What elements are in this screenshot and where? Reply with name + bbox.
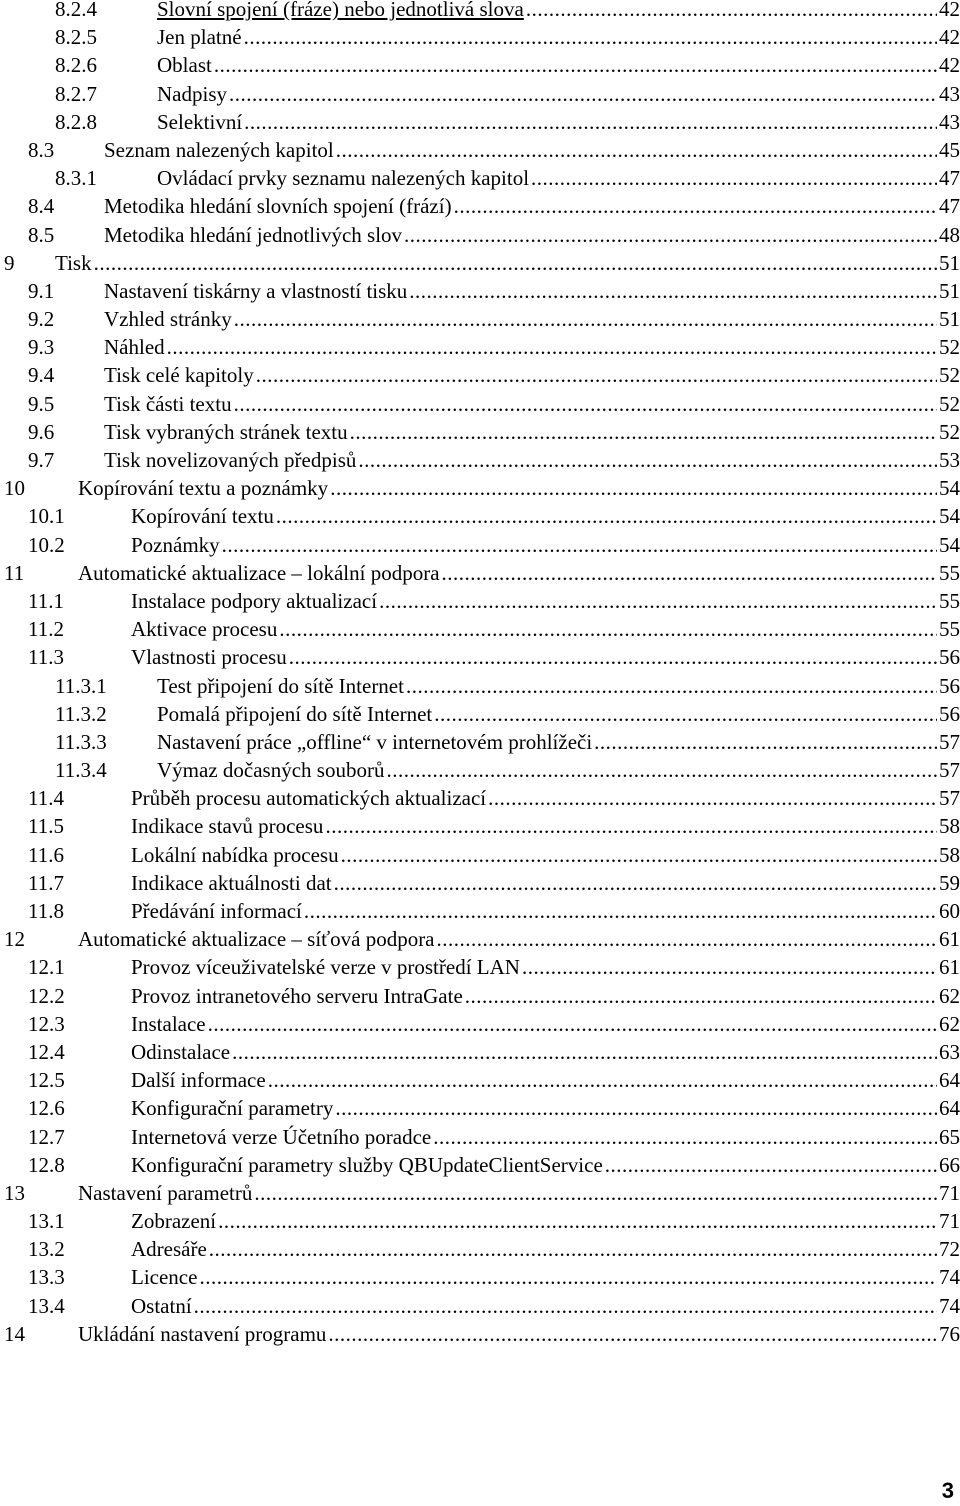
toc-entry-number: 11.3	[28, 645, 64, 670]
toc-entry-line	[157, 80, 960, 108]
toc-entry-number: 11.3.3	[55, 729, 107, 754]
toc-entry-number: 11.7	[28, 870, 64, 895]
toc-entry-line	[104, 333, 960, 361]
toc-entry[interactable]	[0, 474, 960, 502]
toc-entry-number: 14	[4, 1321, 25, 1346]
toc-entry[interactable]	[0, 1038, 960, 1066]
toc-entry-page[interactable]: 54	[939, 476, 960, 501]
toc-entry-title[interactable]: Tisk celé kapitoly	[104, 363, 254, 388]
toc-entry-title[interactable]: Ukládání nastavení programu	[78, 1321, 327, 1346]
toc-entry-page[interactable]: 56	[939, 701, 960, 726]
toc-entry[interactable]	[0, 531, 960, 559]
toc-entry-number: 8.4	[28, 194, 55, 219]
toc-entry-page[interactable]: 71	[939, 1180, 960, 1205]
toc-entry[interactable]	[0, 869, 960, 897]
toc-entry-page[interactable]: 59	[939, 870, 960, 895]
toc-entry-page[interactable]: 42	[939, 53, 960, 78]
toc-entry-line	[131, 1094, 960, 1122]
toc-entry-title[interactable]: Internetová verze Účetního poradce	[131, 1124, 432, 1149]
toc-entry-line	[104, 446, 960, 474]
toc-entry-line	[157, 108, 960, 136]
toc-entry-line	[131, 1038, 960, 1066]
toc-entry-page[interactable]: 56	[939, 673, 960, 698]
toc-entry[interactable]	[0, 643, 960, 671]
toc-entry-page[interactable]: 42	[939, 0, 960, 21]
toc-entry-title[interactable]: Instalace podpory aktualizací	[131, 588, 378, 613]
toc-dot-leader	[442, 559, 937, 587]
toc-entry-line	[104, 361, 960, 389]
toc-dot-leader	[433, 1123, 937, 1151]
toc-entry-page[interactable]: 52	[939, 419, 960, 444]
toc-entry-number: 11.6	[28, 842, 64, 867]
toc-entry-title[interactable]: Adresáře	[131, 1237, 207, 1262]
toc-entry-number: 12.5	[28, 1068, 65, 1093]
toc-entry-page[interactable]: 60	[939, 899, 960, 923]
toc-entry[interactable]	[0, 502, 960, 530]
toc-dot-leader	[325, 812, 937, 840]
toc-entry-number: 9.5	[28, 391, 55, 416]
toc-entry-number: 13.4	[28, 1293, 65, 1318]
toc-dot-leader	[244, 108, 937, 136]
toc-entry-title[interactable]: Výmaz dočasných souborů	[157, 758, 385, 783]
toc-entry-number: 9	[4, 250, 15, 275]
toc-entry-page[interactable]: 47	[939, 166, 960, 191]
toc-entry-title[interactable]: Instalace	[131, 1011, 206, 1036]
toc-entry-line	[131, 897, 960, 925]
toc-entry-number: 8.5	[28, 222, 55, 247]
toc-dot-leader	[379, 587, 937, 615]
toc-entry-number: 11.3.2	[55, 701, 107, 726]
toc-dot-leader	[229, 80, 937, 108]
toc-entry-number: 12.4	[28, 1039, 65, 1064]
toc-entry-line	[104, 277, 960, 305]
toc-entry-title[interactable]: Oblast	[157, 53, 212, 78]
toc-entry-title[interactable]: Konfigurační parametry služby QBUpdateClientService	[131, 1152, 603, 1177]
toc-entry[interactable]	[0, 1263, 960, 1291]
toc-entry-number: 11.2	[28, 617, 64, 642]
toc-entry-line	[131, 1123, 960, 1151]
toc-entry[interactable]	[0, 221, 960, 249]
toc-entry[interactable]	[0, 1066, 960, 1094]
toc-entry-page[interactable]: 42	[939, 25, 960, 50]
toc-dot-leader	[330, 474, 937, 502]
toc-entry-line	[157, 23, 960, 51]
toc-entry[interactable]	[0, 80, 960, 108]
toc-dot-leader	[594, 728, 937, 756]
toc-entry-page[interactable]: 65	[939, 1124, 960, 1149]
toc-entry-number: 8.3	[28, 137, 55, 162]
toc-entry-title[interactable]: Nastavení práce „offline“ v internetovém prohlížeči	[157, 729, 593, 754]
toc-dot-leader	[334, 869, 937, 897]
toc-entry-line	[131, 1235, 960, 1263]
toc-entry-title[interactable]: Ostatní	[131, 1293, 192, 1318]
toc-entry-line	[131, 812, 960, 840]
toc-dot-leader	[404, 221, 937, 249]
toc-entry[interactable]	[0, 925, 960, 953]
toc-entry[interactable]	[0, 812, 960, 840]
toc-dot-leader	[209, 1235, 937, 1263]
toc-entry-page[interactable]: 52	[939, 363, 960, 388]
toc-entry[interactable]	[0, 277, 960, 305]
toc-dot-leader	[409, 277, 937, 305]
toc-dot-leader	[434, 700, 937, 728]
toc-entry-page[interactable]: 55	[939, 588, 960, 613]
toc-entry-title[interactable]: Nadpisy	[157, 81, 227, 106]
toc-dot-leader	[522, 953, 937, 981]
toc-entry-line	[131, 615, 960, 643]
toc-entry-title[interactable]: Odinstalace	[131, 1039, 231, 1064]
toc-entry[interactable]	[0, 1207, 960, 1235]
toc-entry-title[interactable]: Aktivace procesu	[131, 617, 278, 642]
toc-entry-title[interactable]: Tisk části textu	[104, 391, 232, 416]
toc-entry-title[interactable]: Lokální nabídka procesu	[131, 842, 339, 867]
toc-entry-line	[78, 474, 960, 502]
toc-entry-line	[131, 953, 960, 981]
toc-dot-leader	[276, 502, 937, 530]
toc-entry[interactable]	[0, 192, 960, 220]
toc-entry-line	[104, 390, 960, 418]
toc-dot-leader	[531, 164, 937, 192]
toc-entry-number: 8.3.1	[55, 166, 97, 191]
toc-entry-number: 9.7	[28, 448, 55, 472]
toc-entry-page[interactable]: 56	[939, 645, 960, 670]
toc-entry-page[interactable]: 43	[939, 81, 960, 106]
toc-entry-page[interactable]: 54	[939, 504, 960, 529]
toc-entry[interactable]	[0, 305, 960, 333]
toc-entry-page[interactable]: 52	[939, 391, 960, 416]
toc-entry-page[interactable]: 45	[939, 137, 960, 162]
toc-entry-title[interactable]: Indikace stavů procesu	[131, 814, 324, 839]
toc-entry-page[interactable]: 64	[939, 1096, 960, 1121]
toc-entry-number: 12.6	[28, 1096, 65, 1121]
toc-dot-leader	[244, 23, 937, 51]
toc-entry-title[interactable]: Tisk novelizovaných předpisů	[104, 448, 357, 472]
toc-entry-line	[131, 1151, 960, 1179]
toc-entry-page[interactable]: 47	[939, 194, 960, 219]
toc-entry-number: 11.5	[28, 814, 64, 839]
toc-entry-line	[157, 728, 960, 756]
toc-entry-number: 8.2.6	[55, 53, 97, 78]
toc-entry-number: 11.4	[28, 786, 64, 811]
toc-entry-title[interactable]: Průběh procesu automatických aktualizací	[131, 786, 487, 811]
toc-entry-number: 10	[4, 476, 25, 501]
toc-entry[interactable]	[0, 615, 960, 643]
toc-entry[interactable]	[0, 418, 960, 446]
toc-dot-leader	[488, 784, 937, 812]
toc-entry-number: 9.3	[28, 335, 55, 360]
toc-dot-leader	[218, 1207, 937, 1235]
toc-dot-leader	[358, 446, 937, 474]
toc-dot-leader	[304, 897, 937, 925]
toc-entry-line	[157, 0, 960, 23]
toc-dot-leader	[234, 305, 937, 333]
toc-entry[interactable]	[0, 841, 960, 869]
toc-entry-page[interactable]: 48	[939, 222, 960, 247]
toc-entry-line	[131, 784, 960, 812]
toc-entry-line	[131, 1066, 960, 1094]
toc-entry[interactable]	[0, 953, 960, 981]
toc-entry-title[interactable]: Poznámky	[131, 532, 220, 557]
toc-entry-page[interactable]: 62	[939, 1011, 960, 1036]
toc-entry-title[interactable]: Tisk vybraných stránek textu	[104, 419, 348, 444]
toc-entry-line	[157, 51, 960, 79]
toc-entry-number: 12.3	[28, 1011, 65, 1036]
toc-dot-leader	[254, 1179, 937, 1207]
toc-entry-title[interactable]: Automatické aktualizace – síťová podpora	[78, 927, 435, 952]
toc-entry-number: 8.2.8	[55, 109, 97, 134]
toc-entry-line	[131, 1292, 960, 1320]
toc-entry-line	[131, 841, 960, 869]
toc-entry-number: 13	[4, 1180, 25, 1205]
toc-dot-leader	[199, 1263, 937, 1291]
toc-entry[interactable]	[0, 51, 960, 79]
toc-dot-leader	[194, 1292, 937, 1320]
toc-entry-number: 12.7	[28, 1124, 65, 1149]
toc-entry-title[interactable]: Automatické aktualizace – lokální podpora	[78, 560, 440, 585]
toc-entry-page[interactable]: 63	[939, 1039, 960, 1064]
toc-entry-number: 11.8	[28, 899, 64, 923]
toc-dot-leader	[526, 0, 937, 23]
toc-entry-line	[104, 136, 960, 164]
toc-entry-line	[131, 1207, 960, 1235]
toc-entry-title[interactable]: Metodika hledání slovních spojení (frází)	[104, 194, 452, 219]
toc-entry[interactable]	[0, 249, 960, 277]
toc-entry-number: 12.1	[28, 955, 65, 980]
toc-entry-number: 9.4	[28, 363, 55, 388]
toc-entry[interactable]	[0, 559, 960, 587]
toc-entry-title[interactable]: Test připojení do sítě Internet	[157, 673, 404, 698]
toc-entry-number: 9.1	[28, 278, 55, 303]
toc-entry-line	[157, 164, 960, 192]
toc-entry-number: 11.3.4	[55, 758, 107, 783]
toc-entry-number: 9.6	[28, 419, 55, 444]
toc-entry-page[interactable]: 66	[939, 1152, 960, 1177]
toc-entry[interactable]	[0, 136, 960, 164]
toc-entry-title[interactable]: Provoz intranetového serveru IntraGate	[131, 983, 463, 1008]
toc-entry-page[interactable]: 55	[939, 617, 960, 642]
toc-entry-line	[131, 869, 960, 897]
toc-dot-leader	[279, 615, 937, 643]
toc-dot-leader	[234, 390, 937, 418]
toc-entry-title[interactable]: Kopírování textu	[131, 504, 274, 529]
toc-entry-page[interactable]: 51	[939, 278, 960, 303]
toc-dot-leader	[406, 672, 937, 700]
toc-dot-leader	[437, 925, 937, 953]
toc-entry-number: 11.3.1	[55, 673, 107, 698]
toc-entry-page[interactable]: 54	[939, 532, 960, 557]
toc-entry[interactable]	[0, 1179, 960, 1207]
toc-entry-line	[78, 1320, 960, 1348]
toc-entry-title[interactable]: Zobrazení	[131, 1209, 217, 1234]
toc-entry-page[interactable]: 51	[939, 250, 960, 275]
toc-entry[interactable]	[0, 982, 960, 1010]
toc-entry-page[interactable]: 62	[939, 983, 960, 1008]
toc-entry-line	[157, 700, 960, 728]
toc-dot-leader	[232, 1038, 937, 1066]
toc-entry[interactable]	[0, 164, 960, 192]
toc-entry[interactable]	[0, 390, 960, 418]
toc-entry-line	[131, 1263, 960, 1291]
toc-dot-leader	[268, 1066, 937, 1094]
toc-entry-page[interactable]: 43	[939, 109, 960, 134]
toc-entry[interactable]	[0, 333, 960, 361]
toc-entry-line	[78, 1179, 960, 1207]
toc-entry-number: 12.2	[28, 983, 65, 1008]
toc-entry-title[interactable]: Vzhled stránky	[104, 307, 232, 332]
toc-entry-title[interactable]: Metodika hledání jednotlivých slov	[104, 222, 403, 247]
toc-entry[interactable]	[0, 1010, 960, 1038]
toc-entry-line	[157, 756, 960, 784]
toc-entry-page[interactable]: 52	[939, 335, 960, 360]
toc-entry-page[interactable]: 58	[939, 842, 960, 867]
toc-entry[interactable]	[0, 756, 960, 784]
toc-entry[interactable]	[0, 361, 960, 389]
toc-entry[interactable]	[0, 672, 960, 700]
toc-entry-page[interactable]: 53	[939, 448, 960, 472]
toc-entry-page[interactable]: 55	[939, 560, 960, 585]
toc-dot-leader	[94, 249, 937, 277]
toc-dot-leader	[214, 51, 937, 79]
toc-entry-title[interactable]: Konfigurační parametry	[131, 1096, 334, 1121]
toc-entry-number: 10.2	[28, 532, 65, 557]
toc-entry-title[interactable]: Vlastnosti procesu	[131, 645, 287, 670]
toc-entry-title[interactable]: Kopírování textu a poznámky	[78, 476, 329, 501]
toc-dot-leader	[454, 192, 937, 220]
toc-entry[interactable]	[0, 1123, 960, 1151]
toc-entry-page[interactable]: 51	[939, 307, 960, 332]
toc-entry[interactable]	[0, 1235, 960, 1263]
toc-entry-line	[131, 531, 960, 559]
toc-entry[interactable]	[0, 700, 960, 728]
toc-entry-title[interactable]: Ovládací prvky seznamu nalezených kapitol	[157, 166, 530, 191]
toc-entry-number: 9.2	[28, 307, 55, 332]
toc-entry-number: 8.2.7	[55, 81, 97, 106]
toc-entry-page[interactable]: 58	[939, 814, 960, 839]
toc-dot-leader	[605, 1151, 937, 1179]
toc-entry[interactable]	[0, 784, 960, 812]
toc-entry-line	[55, 249, 960, 277]
toc-dot-leader	[256, 361, 937, 389]
toc-entry-title[interactable]: Další informace	[131, 1068, 266, 1093]
toc-entry-number: 11	[4, 560, 25, 585]
toc-entry-line	[157, 672, 960, 700]
toc-entry-title[interactable]: Nastavení parametrů	[78, 1180, 253, 1205]
toc-dot-leader	[341, 841, 937, 869]
toc-entry-title[interactable]: Pomalá připojení do sítě Internet	[157, 701, 433, 726]
toc-entry-title[interactable]: Seznam nalezených kapitol	[104, 137, 334, 162]
toc-entry[interactable]	[0, 446, 960, 474]
toc-entry-page[interactable]: 72	[939, 1237, 960, 1262]
toc-entry-title[interactable]: Provoz víceuživatelské verze v prostředí LAN	[131, 955, 520, 980]
toc-entry-line	[78, 559, 960, 587]
toc-dot-leader	[465, 982, 937, 1010]
toc-entry-line	[104, 192, 960, 220]
toc-entry-title[interactable]: Předávání informací	[131, 899, 302, 923]
toc-entry-line	[131, 502, 960, 530]
toc-entry-number: 12	[4, 927, 25, 952]
toc-entry[interactable]	[0, 23, 960, 51]
toc-dot-leader	[350, 418, 937, 446]
toc-entry-title[interactable]: Licence	[131, 1265, 198, 1290]
toc-dot-leader	[335, 1094, 937, 1122]
toc-entry-page[interactable]: 57	[939, 729, 960, 754]
toc-entry-title[interactable]: Náhled	[104, 335, 165, 360]
toc-dot-leader	[336, 136, 937, 164]
toc-dot-leader	[289, 643, 937, 671]
toc-entry-number: 8.2.5	[55, 25, 97, 50]
toc-entry-title[interactable]: Jen platné	[157, 25, 242, 50]
toc-entry-page[interactable]: 61	[939, 955, 960, 980]
toc-entry-line	[78, 925, 960, 953]
toc-entry-page[interactable]: 71	[939, 1209, 960, 1234]
toc-entry[interactable]	[0, 1094, 960, 1122]
toc-entry-number: 13.1	[28, 1209, 65, 1234]
toc-entry-title[interactable]: Nastavení tiskárny a vlastností tisku	[104, 278, 408, 303]
toc-entry[interactable]	[0, 587, 960, 615]
toc-dot-leader	[167, 333, 937, 361]
toc-entry-number: 13.2	[28, 1237, 65, 1262]
toc-entry-page[interactable]: 61	[939, 927, 960, 952]
page-number: 3	[941, 1478, 954, 1503]
toc-entry-line	[131, 1010, 960, 1038]
toc-entry[interactable]	[0, 1151, 960, 1179]
toc-entry[interactable]	[0, 897, 960, 925]
toc-entry-title[interactable]: Selektivní	[157, 109, 243, 134]
toc-dot-leader	[386, 756, 937, 784]
toc-entry[interactable]	[0, 108, 960, 136]
toc-dot-leader	[328, 1320, 937, 1348]
toc-entry-number: 10.1	[28, 504, 65, 529]
toc-entry-line	[104, 305, 960, 333]
toc-entry-line	[131, 643, 960, 671]
toc-entry-page[interactable]: 76	[939, 1321, 960, 1346]
toc-dot-leader	[222, 531, 937, 559]
toc-entry[interactable]	[0, 1292, 960, 1320]
toc-entry-page[interactable]: 74	[939, 1293, 960, 1318]
toc-entry[interactable]	[0, 728, 960, 756]
toc-entry-number: 12.8	[28, 1152, 65, 1177]
toc-entry-title[interactable]: Slovní spojení (fráze) nebo jednotlivá slova	[157, 0, 524, 21]
toc-entry-line	[131, 982, 960, 1010]
toc-entry-page[interactable]: 57	[939, 786, 960, 811]
toc-dot-leader	[208, 1010, 937, 1038]
toc-entry-number: 11.1	[28, 588, 64, 613]
toc-entry-page[interactable]: 57	[939, 758, 960, 783]
toc-entry-number: 8.2.4	[55, 0, 97, 21]
toc-entry-line	[104, 221, 960, 249]
toc-entry-line	[131, 587, 960, 615]
toc-entry[interactable]	[0, 1320, 960, 1348]
toc-entry-number: 13.3	[28, 1265, 65, 1290]
toc-entry-page[interactable]: 74	[939, 1265, 960, 1290]
toc-entry-page[interactable]: 64	[939, 1068, 960, 1093]
toc-entry-title[interactable]: Tisk	[55, 250, 92, 275]
toc-entry-title[interactable]: Indikace aktuálnosti dat	[131, 870, 332, 895]
toc-entry-line	[104, 418, 960, 446]
toc-entry[interactable]	[0, 0, 960, 23]
